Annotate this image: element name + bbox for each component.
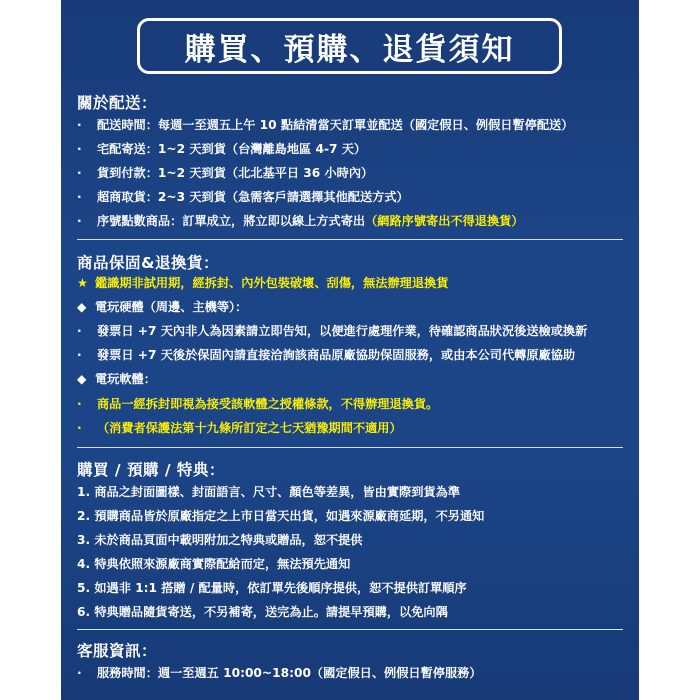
page-title: 購買、預購、退貨須知 <box>184 31 515 68</box>
title-frame <box>137 18 562 74</box>
bullet-icon: · <box>77 142 82 156</box>
serial-warning: （網路序號寄出不得退換貨） <box>365 214 524 228</box>
shipping-item: · 超商取貨：2~3 天到貨（急需客戶請選擇其他配送方式） <box>77 186 409 208</box>
purchase-item: 4. 特典依照來源廠商實際配給而定，無法預先通知 <box>77 557 351 571</box>
hardware-item: · 發票日 +7 天後於保固內請直接洽詢該商品原廠協助保固服務，或由本公司代轉原廠協助 <box>77 344 575 366</box>
shipping-item-serial: · 序號點數商品：訂單成立，將立即以線上方式寄出（網路序號寄出不得退換貨） <box>77 210 524 232</box>
hardware-heading: ◆ 電玩硬體（周邊、主機等）： <box>77 296 247 318</box>
software-item: · （消費者保護法第十九條所訂定之七天猶豫期間不適用） <box>77 417 402 439</box>
divider <box>77 447 623 448</box>
service-item: · 服務時間：週一至週五 10:00~18:00（國定假日、例假日暫停服務） <box>77 662 482 684</box>
purchase-item: 3. 未於商品頁面中載明附加之特典或贈品，恕不提供 <box>77 533 363 547</box>
divider <box>77 629 623 630</box>
purchase-item: 2. 預購商品皆於原廠指定之上市日當天出貨，如遇來源廠商延期，不另通知 <box>77 509 485 523</box>
purchase-heading: 購買 / 預購 / 特典： <box>77 461 225 479</box>
purchase-item: 1. 商品之封面圖樣、封面語言、尺寸、顏色等差異，皆由實際到貨為準 <box>77 485 460 499</box>
shipping-item: · 宅配寄送：1~2 天到貨（台灣離島地區 4-7 天） <box>77 138 366 160</box>
warranty-heading: 商品保固&退換貨： <box>77 254 220 272</box>
shipping-item: · 配送時間：每週一至週五上午 10 點結清當天訂單並配送（國定假日、例假日暫停配送） <box>77 114 573 136</box>
notice-panel <box>61 0 639 700</box>
bullet-icon: · <box>77 666 82 680</box>
bullet-icon: · <box>77 324 82 338</box>
hardware-item: · 發票日 +7 天內非人為因素請立即告知，以便進行處理作業，待確認商品狀況後送檢或換新 <box>77 320 587 342</box>
star-icon: ★ <box>77 276 88 290</box>
software-item: · 商品一經拆封即視為接受該軟體之授權條款，不得辦理退換貨。 <box>77 393 438 415</box>
divider <box>77 239 623 240</box>
shipping-heading: 關於配送： <box>77 94 158 112</box>
warranty-star-line: ★ 鑑識期非試用期，經拆封、內外包裝破壞、刮傷，無法辦理退換貨 <box>77 272 448 294</box>
bullet-icon: · <box>77 397 82 411</box>
software-heading: ◆ 電玩軟體： <box>77 368 156 390</box>
shipping-item: · 貨到付款：1~2 天到貨（北北基平日 36 小時內） <box>77 162 373 184</box>
service-heading: 客服資訊： <box>77 642 158 660</box>
bullet-icon: · <box>77 190 82 204</box>
bullet-icon: · <box>77 166 82 180</box>
diamond-icon: ◆ <box>77 372 87 386</box>
bullet-icon: · <box>77 421 82 435</box>
bullet-icon: · <box>77 118 82 132</box>
diamond-icon: ◆ <box>77 300 87 314</box>
bullet-icon: · <box>77 214 82 228</box>
purchase-item: 5. 如遇非 1:1 搭贈 / 配量時，依訂單先後順序提供，恕不提供訂單順序 <box>77 581 467 595</box>
bullet-icon: · <box>77 348 82 362</box>
purchase-item: 6. 特典贈品隨貨寄送，不另補寄，送完為止。請提早預購，以免向隅 <box>77 605 448 619</box>
